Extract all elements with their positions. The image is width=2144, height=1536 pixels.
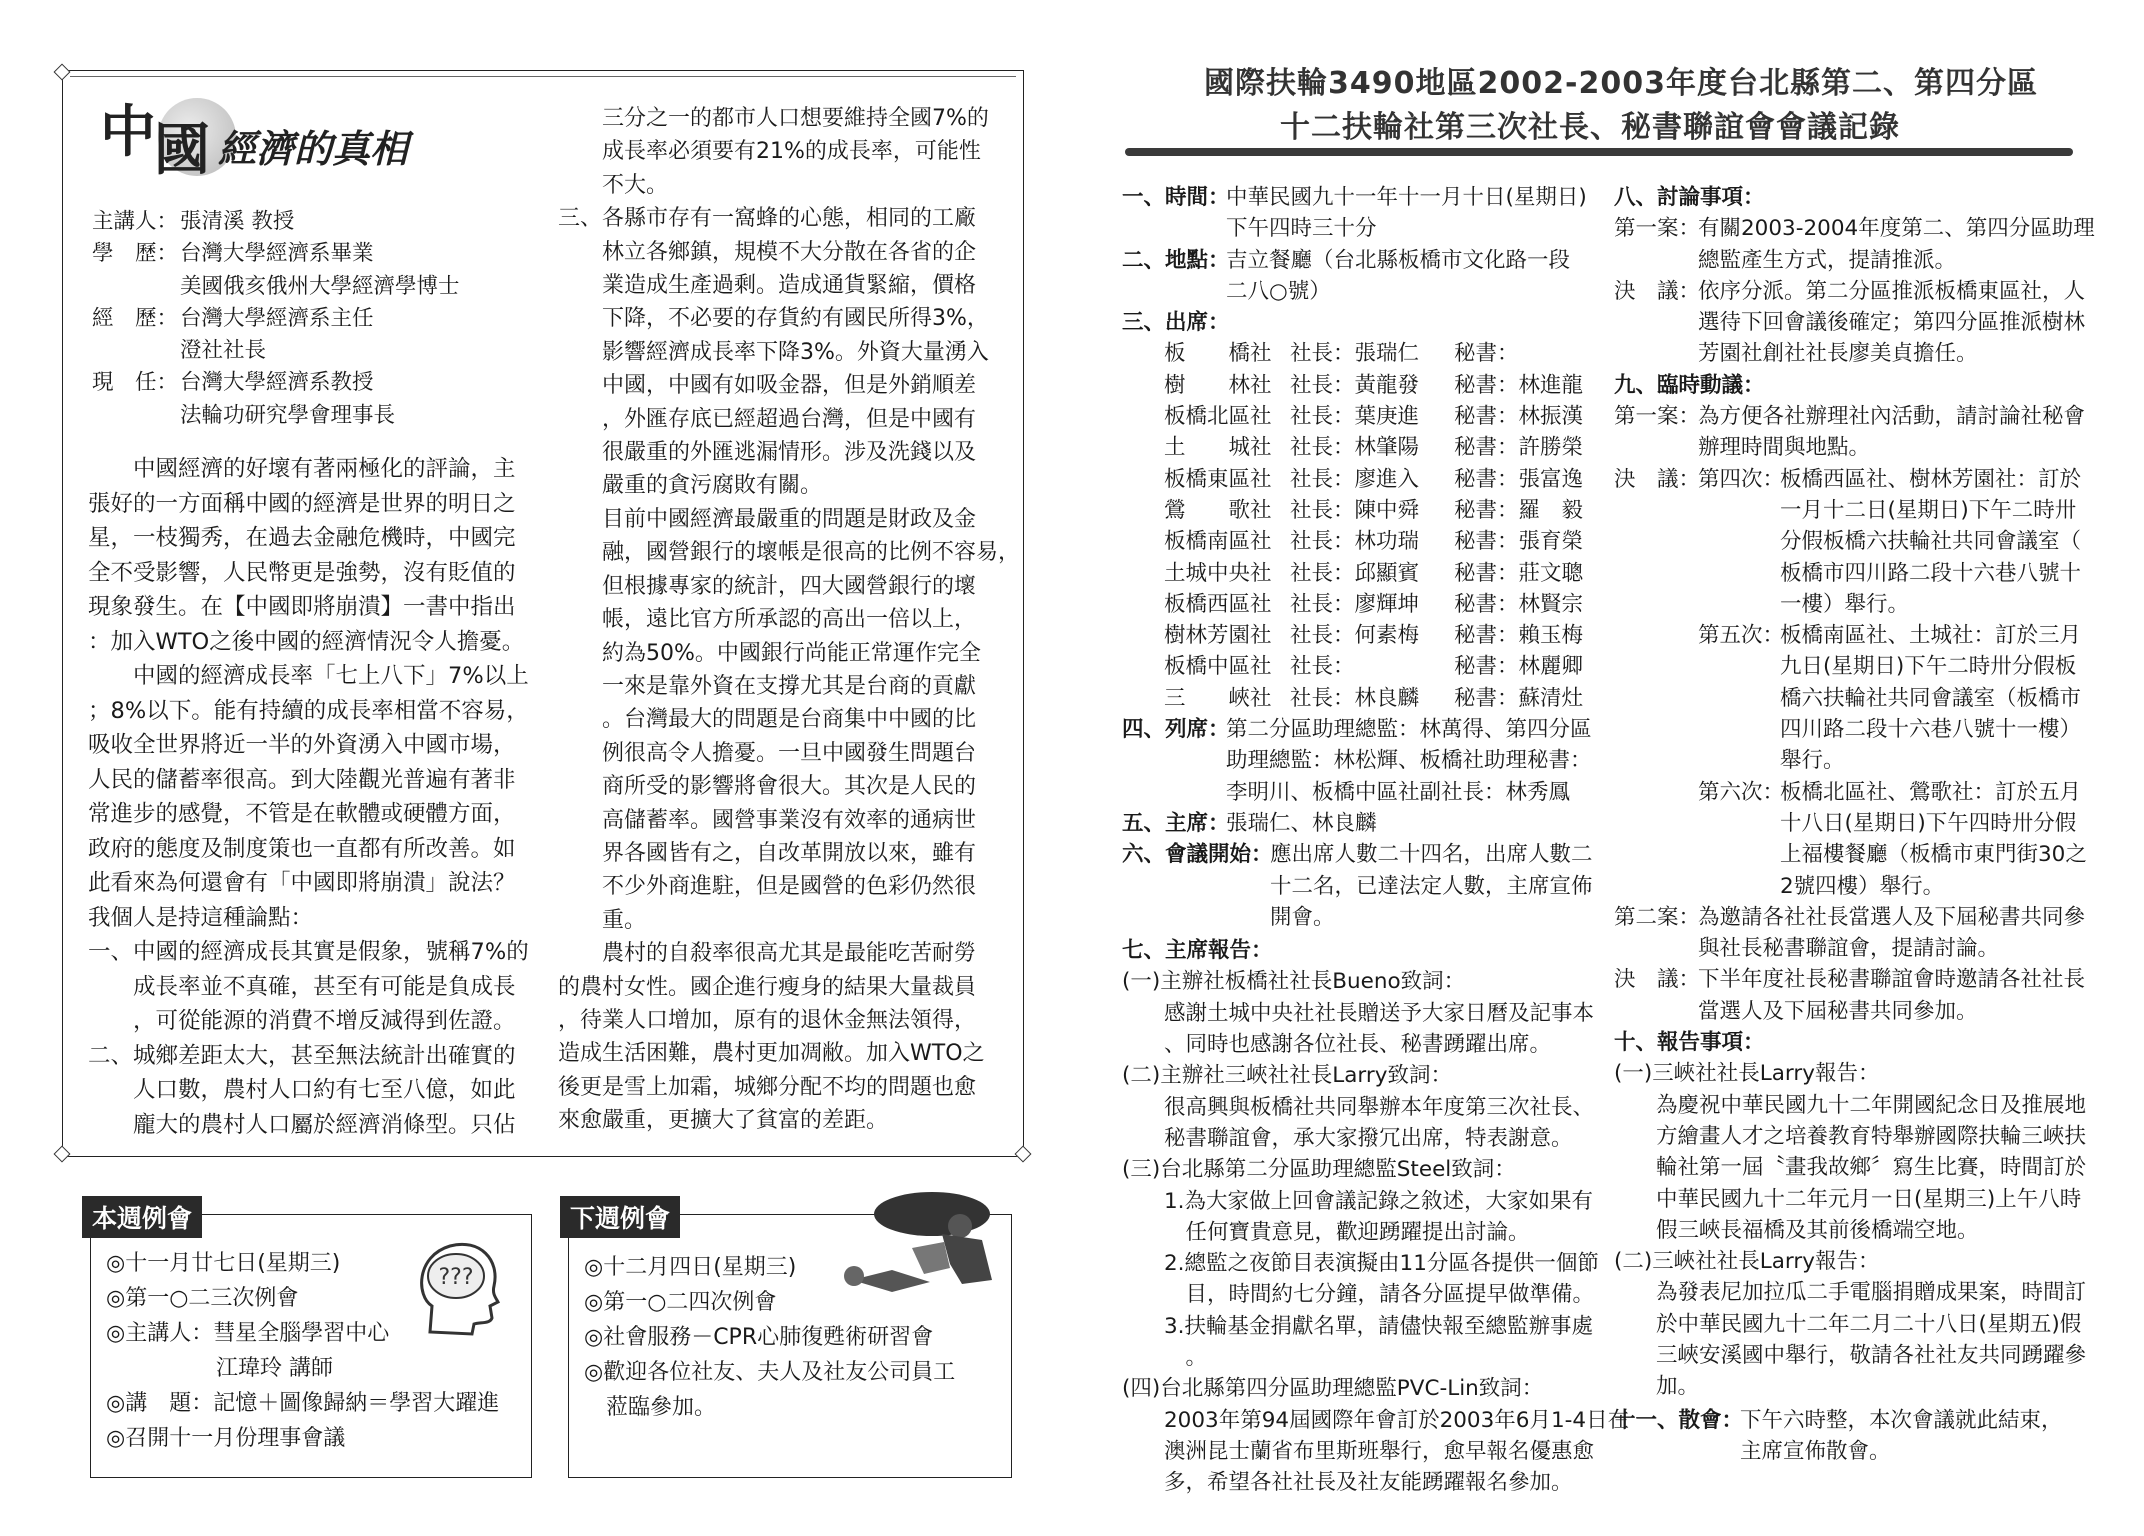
attendee-president: 社長：張瑞仁 [1290,341,1420,367]
logo-tagline: 經濟的真相 [218,126,409,171]
speaker-value: 台灣大學經濟系主任 [180,305,374,331]
session-text: 板橋南區社、土城社：訂於三月 [1780,623,2082,649]
adhoc-item-line [1614,401,2095,432]
resolve-item-text: 當選人及下屆秘書共同參加。 [1698,998,1978,1024]
attendee-secretary: 秘書：張育榮 [1454,529,1584,555]
session-text: 2號四樓）舉行。 [1780,873,1945,899]
notice-line: 三峽安溪國中舉行，敬請各社社友共同踴躍參 [1656,1342,2087,1368]
attendee-club: 土 城社 [1164,435,1272,461]
notice-line: 加。 [1656,1374,1700,1400]
session-text: 十八日(星期日)下午四時卅分假 [1780,810,2077,836]
session-text: 橋六扶輪社共同會議室（板橋市 [1780,685,2082,711]
place-label: 二、地點： [1122,247,1230,273]
attendee-row [1164,526,1583,557]
attendee-row [1164,370,1583,401]
speaker-line [92,271,460,303]
article-line: 不大。 [558,172,669,198]
attendee-secretary: 秘書：羅 毅 [1454,497,1584,523]
observers-label: 四、列席： [1122,717,1230,743]
article-line: 界各國皆有之，自改革開放以來，雖有 [558,840,977,866]
speaker-value: 美國俄亥俄州大學經濟學博士 [180,273,460,299]
article-line: 此看來為何還會有「中國即將崩潰」說法？ [88,870,516,896]
attendee-secretary: 秘書：莊文聰 [1454,560,1584,586]
article-line: 三、各縣市存有一窩蜂的心態，相同的工廠 [558,206,977,232]
time-value-2: 下午四時三十分 [1226,216,1377,242]
attendee-secretary: 秘書： [1454,341,1519,367]
attendee-club: 板橋東區社 [1164,466,1272,492]
discuss-line [1614,276,2095,307]
attendee-row [1164,401,1583,432]
article-line: ，外匯存底已經超過台灣，但是中國有 [558,406,977,432]
speaker-line [92,400,460,432]
session-line [1614,558,2095,589]
attendee-secretary: 秘書：林進龍 [1454,372,1584,398]
article-line: 吸收全世界將近一半的外資湧入中國市場， [88,732,516,758]
session-line [1614,495,2095,526]
report-line: 任何寶貴意見，歡迎踴躍提出討論。 [1164,1219,1530,1245]
open-line: 開會。 [1270,904,1335,930]
minutes-title-line-2: 十二扶輪社第三次社長、秘書聯誼會會議記錄 [1280,110,1900,145]
report-line: 秘書聯誼會，承大家撥冗出席，特表謝意。 [1164,1125,1573,1151]
close-label: 十一、散會： [1614,1407,1744,1433]
report-notices [1614,1058,2095,1402]
attendee-row [1164,589,1583,620]
article-line: 嚴重的貪污腐敗有關。 [558,473,823,499]
article-line: 現象發生。在【中國即將崩潰】一書中指出 [88,594,516,620]
attendee-president: 社長：葉庚進 [1290,404,1420,430]
session-text: 一樓）舉行。 [1780,591,1910,617]
attendee-president: 社長：陳中舜 [1290,497,1420,523]
discuss-line [1614,338,2095,369]
this-week-line: ◎講 題：記憶＋圖像歸納＝學習大躍進 [106,1391,500,1416]
attendee-secretary: 秘書：許勝榮 [1454,435,1584,461]
resolve-item-line [1614,964,2095,995]
attendee-row [1164,432,1583,463]
article-line: 商所受的影響將會很大。其次是人民的 [558,774,977,800]
this-week-line: 江瑋玲 講師 [106,1356,333,1381]
discuss-item-text: 總監產生方式，提請推派。 [1698,247,1957,273]
article-line: 成長率並不真確，甚至有可能是負成長 [88,973,516,1000]
attendee-president: 社長：邱顯賓 [1290,560,1420,586]
attendee-president: 社長：林功瑞 [1290,529,1420,555]
notice-line: 為發表尼加拉瓜二手電腦捐贈成果案，時間訂 [1656,1280,2087,1306]
adhoc-item-line [1614,902,2095,933]
open-label: 六、會議開始： [1122,842,1273,868]
article-line: 人口數，農村人口約有七至八億，如此 [88,1077,516,1103]
speaker-label: 現 任： [92,370,179,396]
session-label: 第四次： [1698,466,1785,492]
adhoc-items [1614,401,2095,1027]
discuss-item-text: 依序分派。第二分區推派板橋東區社，人 [1698,278,2086,304]
session-line [1614,464,2095,495]
attendee-president: 社長：林肇陽 [1290,435,1420,461]
brain-head-icon [410,1236,504,1340]
article-line: 一、中國的經濟成長其實是假象，號稱7%的 [88,939,529,965]
article-line: 例很高令人擔憂。一旦中國發生問題台 [558,740,977,766]
resolve-item-text: 下半年度社長秘書聯誼會時邀請各社社長 [1698,967,2086,993]
notice-line: 方繪畫人才之培養教育特舉辦國際扶輪三峽扶 [1656,1123,2087,1149]
speaker-value: 台灣大學經濟系畢業 [180,241,374,267]
discuss-item-text: 選待下回會議後確定；第四分區推派樹林 [1698,310,2086,336]
speaker-line [92,335,460,367]
report-line: 1.為大家做上回會議記錄之敘述，大家如果有 [1164,1188,1594,1214]
attendee-club: 鶯 歌社 [1164,497,1272,523]
attendee-president: 社長：廖進入 [1290,466,1420,492]
this-week-heading: 本週例會 [82,1196,202,1238]
place-value-2: 二八○號） [1226,278,1331,304]
attendee-president: 社長：黃龍發 [1290,372,1420,398]
attendee-president: 社長： [1290,654,1355,680]
title-rule [1125,148,2073,156]
this-week-line: ◎主講人：彗星全腦學習中心 [106,1321,390,1346]
session-line [1614,683,2095,714]
session-text: 上福樓餐廳（板橋市東門街30之 [1780,842,2087,868]
attendance-table [1164,338,1583,714]
attendee-club: 板橋中區社 [1164,654,1272,680]
open-line: 應出席人數二十四名，出席人數二 [1270,842,1593,868]
attendee-president: 社長：林良麟 [1290,685,1420,711]
article-line: 全不受影響，人民幣更是強勢，沒有貶值的 [88,559,516,586]
observers-line: 李明川、板橋中區社副社長：林秀鳳 [1226,779,1571,805]
notice-line: 輪社第一屆〝畫我故鄉〞寫生比賽，時間訂於 [1656,1155,2087,1181]
speaker-line [92,303,460,335]
article-line: 成長率必須要有21%的成長率，可能性 [558,139,981,165]
notice-label: 十、報告事項： [1614,1030,1765,1056]
attendee-secretary: 秘書：賴玉梅 [1454,623,1584,649]
speaker-value: 張清溪 教授 [180,209,295,234]
article-line: 造成生活困難，農村更加凋敝。加入WTO之 [558,1041,985,1067]
session-text: 分假板橋六扶輪社共同會議室（ [1780,529,2082,555]
close-line: 下午六時整，本次會議就此結束， [1740,1407,2063,1433]
attendee-row [1164,620,1583,651]
attendee-club: 板橋北區社 [1164,404,1272,430]
attendee-secretary: 秘書：林麗卿 [1454,654,1584,680]
chair-reports [1122,966,1629,1498]
report-head: (二)主辦社三峽社社長Larry致詞： [1122,1063,1452,1089]
adhoc-item-text: 為邀請各社社長當選人及下屆秘書共同參 [1698,904,2086,930]
report-line: 3.扶輪基金捐獻名單，請儘快報至總監辦事處 [1164,1313,1594,1339]
article-line: 但根據專家的統計，四大國營銀行的壞 [558,573,977,599]
logo-char-zhong: 中 [100,99,156,165]
column-logo [100,88,480,183]
speaker-label: 經 歷： [92,305,179,331]
discussion-items [1614,213,2095,369]
article-line: 業造成生產過剩。造成通貨緊縮，價格 [558,273,977,299]
attendee-row [1164,651,1583,682]
article-line: 後更是雪上加霜，城鄉分配不均的問題也愈 [558,1074,977,1100]
attendee-club: 三 峽社 [1164,685,1272,711]
discuss-line [1614,307,2095,338]
article-line: ；8%以下。能有持續的成長率相當不容易， [88,697,529,724]
report-line: 多，希望各社社長及社友能踴躍報名參加。 [1164,1470,1573,1496]
article-line: 星，一枝獨秀，在過去金融危機時，中國完 [88,525,516,551]
discuss-line [1614,245,2095,276]
attendee-president: 社長：廖輝坤 [1290,591,1420,617]
notice-line: 中華民國九十二年元月一日(星期三)上午八時 [1656,1186,2082,1212]
report-line: 、同時也感謝各位社長、秘書踴躍出席。 [1164,1032,1552,1058]
adhoc-item-text: 與社長秘書聯誼會，提請討論。 [1698,936,2000,962]
chair-value: 張瑞仁、林良麟 [1226,810,1377,836]
article-line: 人民的儲蓄率很高。到大陸觀光普遍有著非 [88,766,516,793]
attendee-row [1164,558,1583,589]
article-line: 融，國營銀行的壞帳是很高的比例不容易， [558,540,1021,566]
attendee-club: 樹 林社 [1164,372,1272,398]
article-line: 來愈嚴重，更擴大了貧富的差距。 [558,1108,889,1134]
article-line: 很嚴重的外匯逃漏情形。涉及洗錢以及 [558,440,977,466]
notice-head: (二)三峽社社長Larry報告： [1614,1249,1880,1275]
report-line: 目，時間約七分鐘，請各分區提早做準備。 [1164,1282,1595,1308]
attendee-president: 社長：何素梅 [1290,623,1420,649]
article-line: 常進步的感覺，不管是在軟體或硬體方面， [88,801,516,827]
this-week-line: ◎召開十一月份理事會議 [106,1426,346,1451]
session-label: 第六次： [1698,779,1785,805]
minutes-column-2 [1614,182,2095,1467]
adhoc-label: 九、臨時動議： [1614,372,1765,398]
article-line: 林立各鄉鎮，規模不大分散在各省的企 [558,239,977,265]
cpr-illustration-icon [832,1184,1008,1302]
session-line [1614,651,2095,682]
adhoc-item-text: 為方便各社辦理社內活動，請討論社秘會 [1698,404,2086,430]
resolve-item-label: 決 議： [1614,967,1701,993]
notice-head: (一)三峽社社長Larry報告： [1614,1061,1880,1087]
close-line: 主席宣佈散會。 [1740,1438,1891,1464]
next-week-line: ◎第一○二四次例會 [584,1290,777,1315]
adhoc-item-line [1614,432,2095,463]
article-line: 重。 [558,907,647,933]
session-label: 第五次： [1698,623,1785,649]
attendee-club: 板橋西區社 [1164,591,1272,617]
observers-line: 第二分區助理總監：林萬得、第四分區 [1226,717,1592,743]
session-line [1614,808,2095,839]
attend-label: 三、出席： [1122,310,1230,336]
article-line: 農村的自殺率很高尤其是最能吃苦耐勞 [558,941,977,967]
article-line: 政府的態度及制度策也一直都有所改善。如 [88,835,516,862]
report-line: 感謝土城中央社社長贈送予大家日曆及記事本 [1164,1000,1595,1026]
attendee-secretary: 秘書：林振漢 [1454,404,1584,430]
session-text: 一月十二日(星期日)下午二時卅 [1780,497,2077,523]
adhoc-item-label: 第一案： [1614,404,1701,430]
next-week-line: ◎歡迎各位社友、夫人及社友公司員工 [584,1360,956,1385]
attendee-row [1164,464,1583,495]
article-line: 不少外商進駐，但是國營的色彩仍然很 [558,874,977,900]
discuss-item-label: 決 議： [1614,278,1701,304]
report-line: 2.總監之夜節目表演擬由11分區各提供一個節 [1164,1251,1599,1277]
session-line [1614,839,2095,870]
time-value: 中華民國九十一年十一月十日(星期日) [1226,185,1587,210]
article-line: ：加入WTO之後中國的經濟情況令人擔憂。 [88,628,525,655]
adhoc-item-label: 第二案： [1614,904,1701,930]
attendee-secretary: 秘書：張富逸 [1454,466,1584,492]
notice-line: 於中華民國九十二年二月二十八日(星期五)假 [1656,1311,2082,1337]
session-text: 板橋西區社、樹林芳園社：訂於 [1780,466,2082,492]
report-line: 澳洲昆士蘭省布里斯班舉行，愈早報名優惠愈 [1164,1438,1595,1464]
article-line: 約為50%。中國銀行尚能正常運作完全 [558,640,981,666]
article-line: 的農村女性。國企進行瘦身的結果大量裁員 [558,974,977,1000]
resolve-item-line [1614,996,2095,1027]
session-line [1614,589,2095,620]
session-line [1614,526,2095,557]
attendee-row [1164,683,1583,714]
session-line [1614,620,2095,651]
article-line: 張好的一方面稱中國的經濟是世界的明日之 [88,490,516,517]
speaker-line [92,238,460,270]
speaker-label: 主講人： [92,209,179,234]
notice-line: 假三峽長福橋及其前後橋端空地。 [1656,1217,1979,1243]
attendee-club: 土城中央社 [1164,560,1272,586]
article-line: ，待業人口增加，原有的退休金無法領得， [558,1007,977,1033]
session-line [1614,777,2095,808]
article-line: 一來是靠外資在支撐尤其是台商的貢獻 [558,673,977,699]
session-text: 九日(星期日)下午二時卅分假板 [1780,654,2077,680]
this-week-line: ◎十一月廿七日(星期三) [106,1251,341,1276]
attendee-club: 板 橋社 [1164,341,1272,367]
svg-text:???: ??? [438,1265,474,1290]
report-head: (一)主辦社板橋社社長Bueno致詞： [1122,969,1466,995]
resolve-label: 決 議： [1614,466,1701,492]
discuss-item-text: 芳園社創社社長廖美貞擔任。 [1698,341,1978,367]
session-text: 四川路二段十六巷八號十一樓） [1780,717,2082,743]
next-week-line: ◎社會服務－CPR心肺復甦術研習會 [584,1325,934,1350]
article-line: 。台灣最大的問題是台商集中中國的比 [558,707,977,733]
time-label: 一、時間： [1122,185,1230,210]
adhoc-item-line [1614,933,2095,964]
session-line [1614,745,2095,776]
article-line: 我個人是持這種論點： [88,904,314,931]
article-line: 三分之一的都市人口想要維持全國7%的 [558,106,989,131]
attendee-secretary: 秘書：林賢宗 [1454,591,1584,617]
article-line: 中國經濟的好壞有著兩極化的評論，主 [88,456,516,482]
speaker-info [92,206,460,432]
report-label: 七、主席報告： [1122,938,1273,964]
discuss-item-label: 第一案： [1614,216,1701,242]
chair-label: 五、主席： [1122,810,1230,836]
report-head: (四)台北縣第四分區助理總監PVC-Lin致詞： [1122,1376,1544,1402]
article-line: 下降，不必要的存貨約有國民所得3%， [558,306,989,332]
attendee-row [1164,338,1583,369]
next-week-heading: 下週例會 [560,1196,680,1238]
session-line [1614,714,2095,745]
speaker-value: 法輪功研究學會理事長 [180,402,396,428]
speaker-value: 台灣大學經濟系教授 [180,370,374,396]
session-text: 板橋市四川路二段十六巷八號十 [1780,560,2082,586]
this-week-line: ◎第一○二三次例會 [106,1286,299,1311]
report-line: 。 [1164,1344,1208,1370]
attendee-secretary: 秘書：蘇清灶 [1454,685,1584,711]
article-line: 帳，遠比官方所承認的高出一倍以上， [558,607,977,633]
minutes-title-line-1: 國際扶輪3490地區2002-2003年度台北縣第二、第四分區 [1204,66,2038,101]
article-line: 中國，中國有如吸金器，但是外銷順差 [558,373,977,399]
speaker-value: 澄社社長 [180,338,267,364]
session-text: 舉行。 [1780,748,1845,774]
article-line: 中國的經濟成長率「七上八下」7%以上 [88,663,529,689]
attendee-club: 板橋南區社 [1164,529,1272,555]
speaker-line [92,367,460,399]
next-week-line: 蒞臨參加。 [584,1395,717,1420]
speaker-label: 學 歷： [92,241,179,267]
discuss-line [1614,213,2095,244]
logo-char-guo: 國 [154,117,210,183]
minutes-column-1 [1122,182,1629,1498]
report-head: (三)台北縣第二分區助理總監Steel致詞： [1122,1157,1516,1183]
adhoc-item-text: 辦理時間與地點。 [1698,435,1871,461]
speaker-line [92,206,460,238]
notice-line: 為慶祝中華民國九十二年開國紀念日及推展地 [1656,1092,2087,1118]
discuss-label: 八、討論事項： [1614,185,1765,210]
article-column-2 [558,102,1021,1138]
session-line [1614,871,2095,902]
attendee-row [1164,495,1583,526]
attendee-club: 樹林芳園社 [1164,623,1272,649]
next-week-line: ◎十二月四日(星期三) [584,1255,797,1280]
place-value: 吉立餐廳（台北縣板橋市文化路一段 [1226,247,1571,273]
article-line: ，可從能源的消費不增反減得到佐證。 [88,1008,516,1034]
discuss-item-text: 有關2003-2004年度第二、第四分區助理 [1698,216,2095,242]
article-line: 龐大的農村人口屬於經濟消條型。只佔 [88,1111,516,1138]
report-line: 2003年第94屆國際年會訂於2003年6月1-4日在 [1164,1407,1630,1433]
observers-line: 助理總監：林松輝、板橋社助理秘書： [1226,748,1592,774]
article-line: 影響經濟成長率下降3%。外資大量湧入 [558,339,989,365]
open-line: 十二名，已達法定人數，主席宣佈 [1270,873,1593,899]
frame-inner-rule [70,76,1016,77]
article-line: 目前中國經濟最嚴重的問題是財政及金 [558,506,977,532]
article-column-1 [88,452,528,1142]
article-line: 二、城鄉差距太大，甚至無法統計出確實的 [88,1042,516,1069]
session-text: 板橋北區社、鶯歌社：訂於五月 [1780,779,2082,805]
article-line: 高儲蓄率。國營事業沒有效率的通病世 [558,807,977,833]
report-line: 很高興與板橋社共同舉辦本年度第三次社長、 [1164,1094,1595,1120]
